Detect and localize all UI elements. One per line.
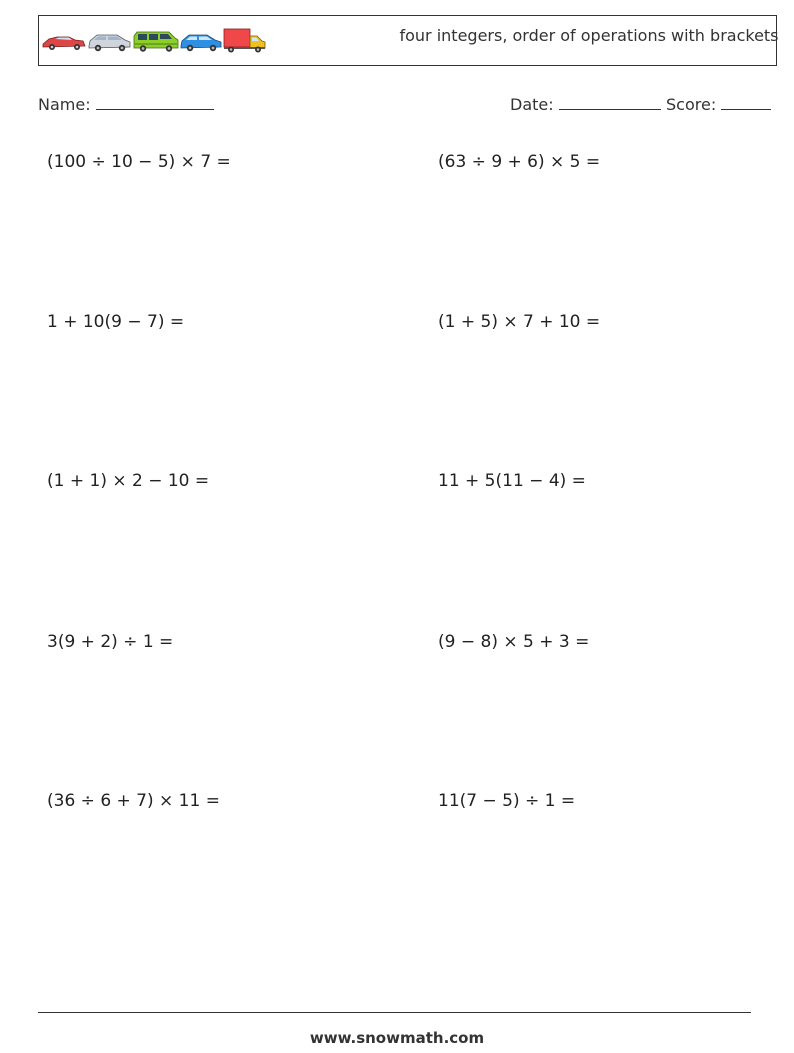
footer-website[interactable]: www.snowmath.com — [309, 1029, 485, 1047]
worksheet-header — [38, 15, 777, 66]
name-label: Name: — [38, 95, 91, 114]
name-field — [38, 93, 214, 115]
score-label: Score: — [666, 95, 717, 114]
score-blank[interactable] — [721, 93, 771, 110]
problem-2: (63 ÷ 9 + 6) × 5 = — [438, 152, 601, 172]
problem-4: (1 + 5) × 7 + 10 = — [438, 312, 601, 332]
name-blank[interactable] — [96, 93, 214, 110]
problem-5: (1 + 1) × 2 − 10 = — [47, 471, 210, 491]
silver-car-icon — [89, 35, 130, 51]
footer-divider — [38, 1012, 751, 1013]
date-label: Date: — [510, 95, 554, 114]
problem-7: 3(9 + 2) ÷ 1 = — [47, 632, 174, 652]
blue-car-icon — [181, 35, 221, 51]
red-car-icon — [43, 37, 85, 50]
date-field — [510, 93, 661, 115]
problem-10: 11(7 − 5) ÷ 1 = — [438, 791, 576, 811]
vehicles-illustration — [41, 27, 267, 55]
date-blank[interactable] — [559, 93, 661, 110]
problem-6: 11 + 5(11 − 4) = — [438, 471, 586, 491]
score-field — [666, 93, 771, 115]
problem-1: (100 ÷ 10 − 5) × 7 = — [47, 152, 231, 172]
problem-9: (36 ÷ 6 + 7) × 11 = — [47, 791, 220, 811]
problem-3: 1 + 10(9 − 7) = — [47, 312, 185, 332]
problem-8: (9 − 8) × 5 + 3 = — [438, 632, 590, 652]
worksheet-title: four integers, order of operations with brackets — [399, 26, 779, 45]
truck-icon — [224, 29, 265, 53]
green-van-icon — [134, 32, 178, 52]
